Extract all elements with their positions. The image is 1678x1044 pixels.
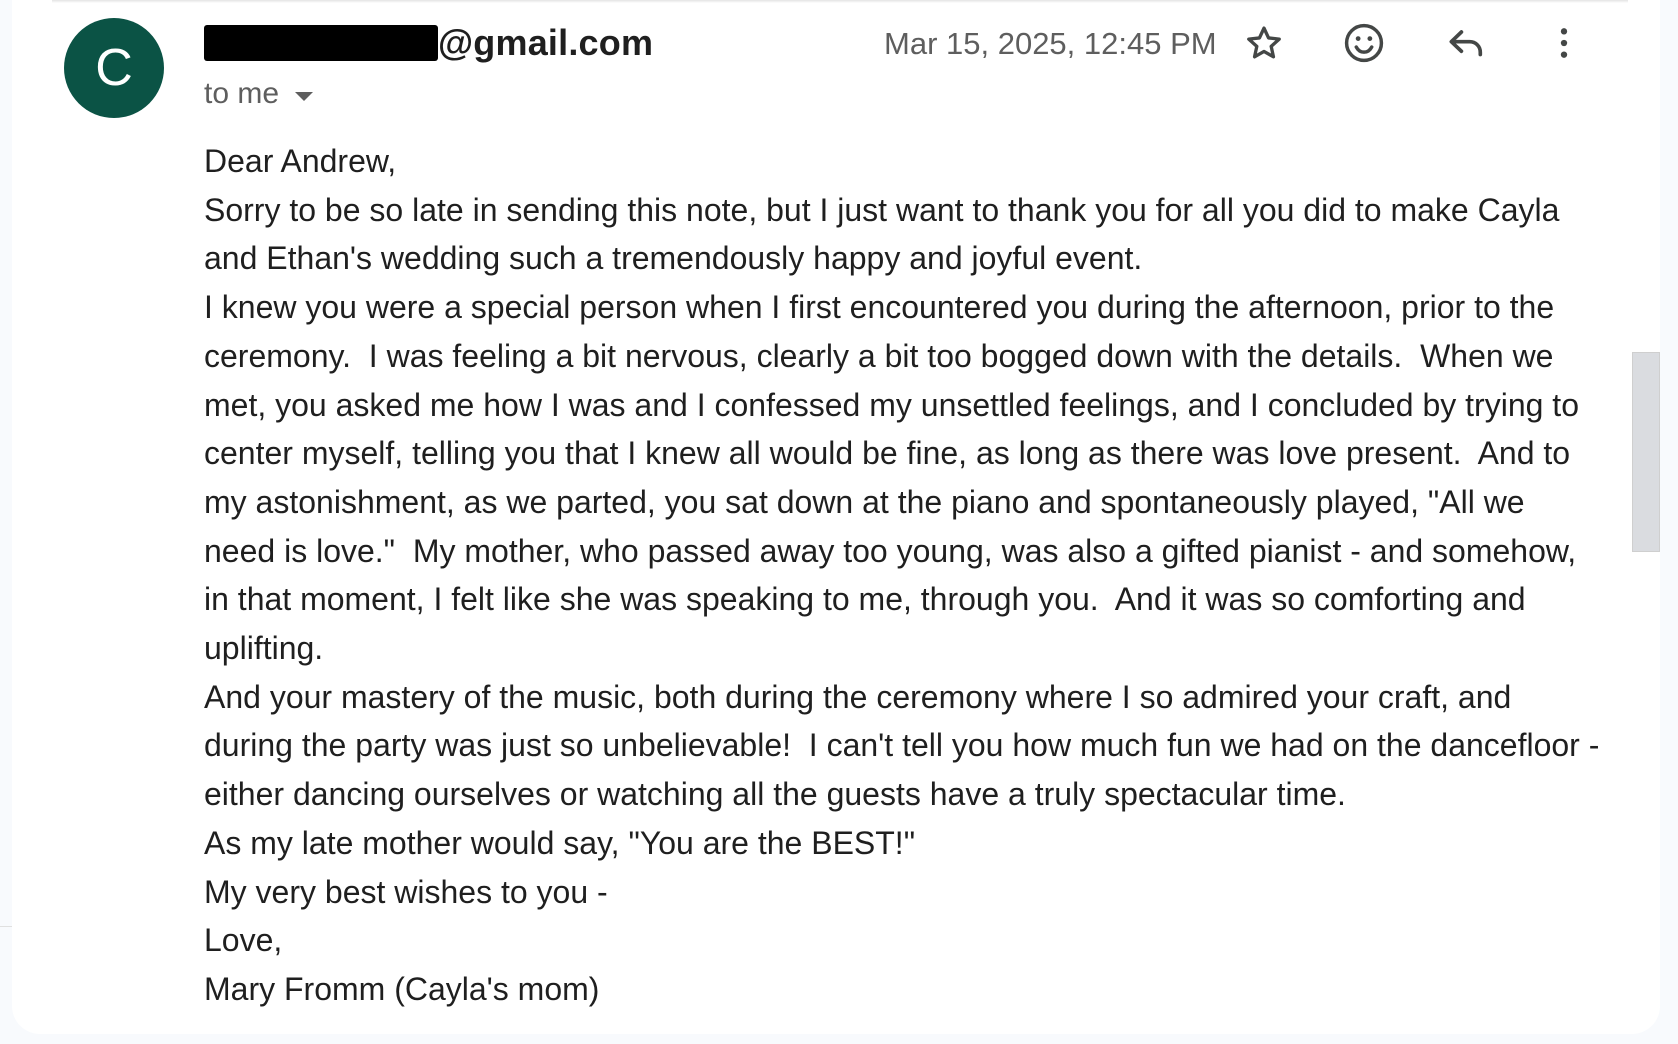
body-paragraph-4: As my late mother would say, "You are the BEST!"	[204, 824, 916, 861]
sender-email-domain: @gmail.com	[438, 22, 654, 63]
recipient-label: to me	[204, 77, 280, 110]
redacted-sender-name	[204, 25, 438, 61]
reply-button[interactable]	[1436, 18, 1496, 68]
closing-wishes: My very best wishes to you -	[204, 873, 608, 910]
avatar-letter: C	[95, 39, 133, 97]
chevron-down-icon	[295, 92, 313, 101]
reply-arrow-icon	[1444, 21, 1488, 65]
left-divider	[0, 926, 12, 927]
star-outline-icon	[1243, 22, 1285, 64]
more-options-button[interactable]	[1534, 18, 1594, 68]
body-paragraph-3: And your mastery of the music, both during the ceremony where I so admired your craft, and during the party was just so unbelievable! I can't tell you how much fun we had on the dancefloor - either dancing ourselves or watching all the guests have a truly spectacular time.	[204, 678, 1609, 813]
body-paragraph-2: I knew you were a special person when I first encountered you during the afternoon, prior to the ceremony. I was feeling a bit nervous, clearly a bit too bogged down with the details. When we met, you asked me how I was and I confessed my unsettled feelings, and I concluded by trying to center myself, telling you that I knew all would be fine, as long as there was love present. And to my astonishment, as we parted, you sat down at the piano and spontaneously played, "All we need is love." My mother, who passed away too young, was also a gifted pianist - and somehow, in that moment, I felt like she was speaking to me, through you. And it was so comforting and uplifting.	[204, 289, 1588, 667]
email-message-card	[12, 0, 1660, 1034]
smiley-icon	[1342, 21, 1386, 65]
greeting-line: Dear Andrew,	[204, 143, 397, 179]
closing-love: Love,	[204, 922, 283, 959]
star-button[interactable]	[1234, 18, 1294, 68]
body-paragraph-1: Sorry to be so late in sending this note, but I just want to thank you for all you did to make Cayla and Ethan's wedding such a tremendously happy and joyful event.	[204, 191, 1569, 277]
email-body	[204, 137, 1609, 1014]
recipient-details-toggle[interactable]	[204, 74, 313, 114]
sender-avatar[interactable]	[64, 18, 164, 118]
message-timestamp: Mar 15, 2025, 12:45 PM	[884, 26, 1217, 61]
card-top-shadow	[52, 0, 1628, 3]
vertical-dots-icon	[1544, 23, 1584, 63]
vertical-scrollbar-thumb[interactable]	[1632, 352, 1660, 552]
signature: Mary Fromm (Cayla's mom)	[204, 970, 600, 1007]
add-reaction-button[interactable]	[1334, 18, 1394, 68]
sender-line[interactable]	[204, 18, 653, 68]
